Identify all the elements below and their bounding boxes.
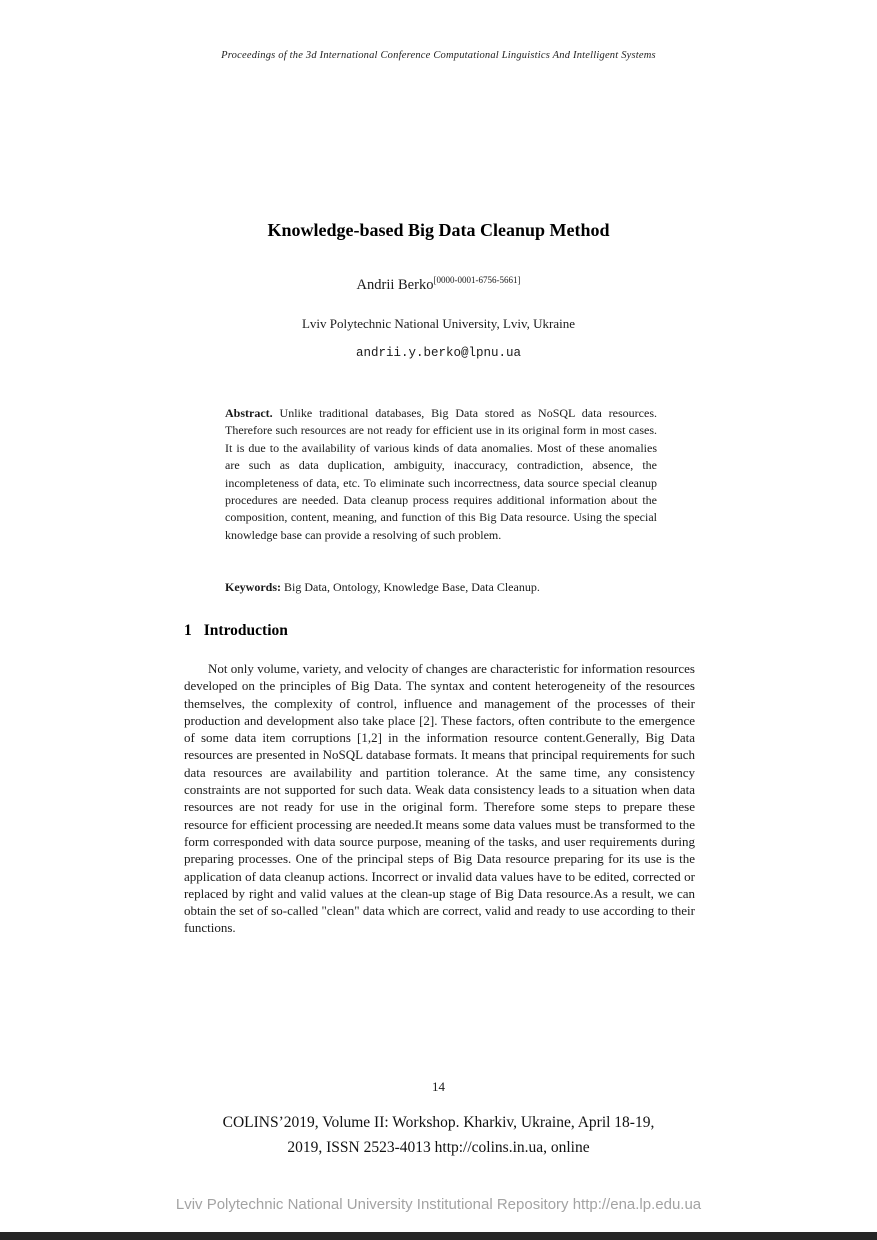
footer-line-1: COLINS’2019, Volume II: Workshop. Kharkiv, Ukraine, April 18-19, <box>222 1114 655 1131</box>
author-email: andrii.y.berko@lpnu.ua <box>355 346 522 360</box>
bottom-edge-strip <box>0 1232 877 1240</box>
keywords-label: Keywords: <box>225 580 281 594</box>
paper-title: Knowledge-based Big Data Cleanup Method <box>267 220 610 240</box>
author-name: Andrii Berko <box>356 277 434 293</box>
abstract-text: Unlike traditional databases, Big Data stored as NoSQL data resources. Therefore such resources are not ready for efficient use in its original form in most cases. It is due to the availability of various kinds of data anomalies. Most of these anomalies are such as data duplication, ambiguity, inaccuracy, contradiction, absence, the incompleteness of data, etc. To eliminate such incorrectness, data source special cleanup procedures are needed. Data cleanup process requires additional information about the composition, content, meaning, and function of this Big Data resource. Using the special knowledge base can provide a resolving of such problem. <box>225 406 657 542</box>
conference-footer <box>0 1110 877 1160</box>
footer-line-2: 2019, ISSN 2523-4013 http://colins.in.ua, online <box>287 1139 590 1156</box>
abstract <box>225 405 657 544</box>
abstract-label: Abstract. <box>225 406 273 420</box>
section-heading-introduction <box>184 622 288 640</box>
introduction-paragraph: Not only volume, variety, and velocity of changes are characteristic for information resources developed on the principles of Big Data. The syntax and content heterogeneity of the resources themselves, the complexity of control, influence and management of the processes of their production and development also take place [2]. These factors, often contribute to the emergence of some data item corruptions [1,2] in the information resource content.Generally, Big Data resources are presented in NoSQL database formats. It means that principal requirements for such data resources are availability and partition tolerance. At the same time, any consistency constraints are not supported for such data. Weak data consistency leads to a situation when data resources are not ready for use in the original form. Therefore some steps to prepare these resource for efficient processing are needed.It means some data values must be transformed to the form corresponded with data source purpose, meaning of the tasks, and user requirements during preparing processes. One of the principal steps of Big Data resource preparing for its use is the application of data cleanup actions. Incorrect or invalid data values have to be edited, corrected or replaced by right and valid values at the clean-up stage of Big Data resource.As a result, we can obtain the set of so-called "clean" data which are correct, valid and ready to use according to their functions. <box>184 661 695 936</box>
section-title: Introduction <box>203 622 288 639</box>
keywords-text: Big Data, Ontology, Knowledge Base, Data Cleanup. <box>284 580 540 594</box>
section-number: 1 <box>184 622 192 639</box>
repository-watermark: Lviv Polytechnic National University Institutional Repository http://ena.lp.edu.ua <box>175 1196 702 1213</box>
page-number: 14 <box>432 1079 445 1094</box>
running-header: Proceedings of the 3d International Conference Computational Linguistics And Intelligent Systems <box>221 50 656 61</box>
author-line <box>0 277 877 294</box>
keywords <box>225 579 657 596</box>
author-orcid: [0000-0001-6756-5661] <box>433 275 521 286</box>
affiliation: Lviv Polytechnic National University, Lviv, Ukraine <box>301 316 576 331</box>
